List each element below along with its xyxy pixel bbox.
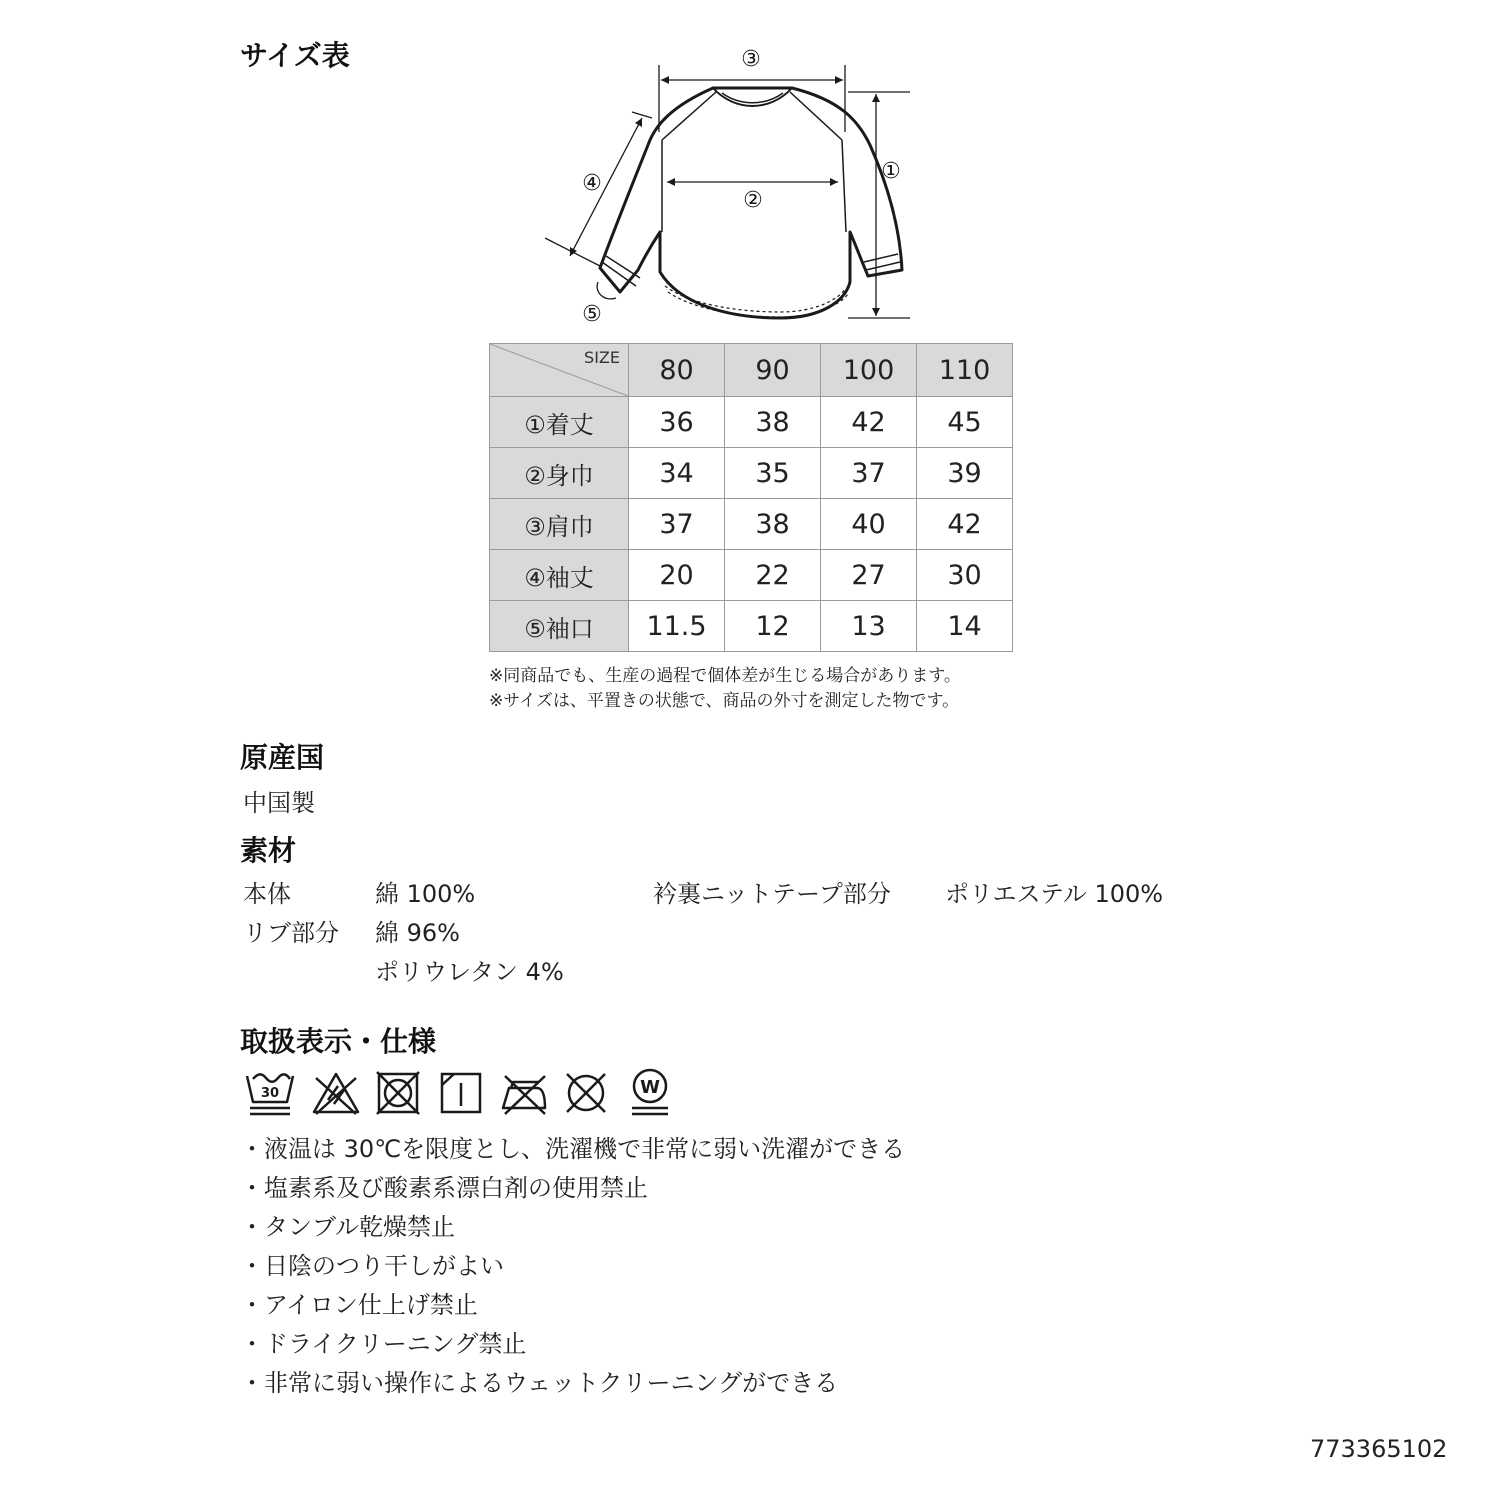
- size-col-80: 80: [629, 344, 725, 397]
- row-label-shoulder: ③肩巾: [490, 499, 629, 550]
- care-item-tumble: ・タンブル乾燥禁止: [240, 1213, 456, 1241]
- wash-temp-label: 30: [260, 1086, 280, 1101]
- material-rib-value-2: ポリウレタン 4%: [375, 958, 564, 986]
- row-label-cuff: ⑤袖口: [490, 601, 629, 652]
- size-corner-cell: [490, 344, 629, 397]
- table-row: [490, 601, 1013, 652]
- table-cell: 30: [917, 550, 1013, 601]
- marker-2: ②: [743, 188, 763, 213]
- size-chart-title: サイズ表: [240, 39, 350, 72]
- material-heading: 素材: [240, 834, 297, 867]
- no-bleach-icon: [311, 1070, 361, 1116]
- table-cell: 12: [725, 601, 821, 652]
- size-col-100: 100: [821, 344, 917, 397]
- table-cell: 36: [629, 397, 725, 448]
- wash-30-gentle-icon: [244, 1070, 296, 1118]
- marker-3: ③: [741, 47, 761, 72]
- size-table: [489, 343, 1013, 652]
- marker-1: ①: [881, 159, 901, 184]
- table-row: [490, 448, 1013, 499]
- care-item-wetclean: ・非常に弱い操作によるウェットクリーニングができる: [240, 1369, 839, 1397]
- table-cell: 22: [725, 550, 821, 601]
- no-iron-icon: [499, 1070, 549, 1116]
- table-cell: 13: [821, 601, 917, 652]
- table-cell: 20: [629, 550, 725, 601]
- marker-5: ⑤: [582, 302, 602, 327]
- care-item-wash: ・液温は 30℃を限度とし、洗濯機で非常に弱い洗濯ができる: [240, 1135, 906, 1163]
- table-cell: 38: [725, 499, 821, 550]
- table-cell: 42: [821, 397, 917, 448]
- table-cell: 38: [725, 397, 821, 448]
- table-cell: 27: [821, 550, 917, 601]
- no-tumble-dry-icon: [375, 1070, 421, 1116]
- care-item-dryclean: ・ドライクリーニング禁止: [240, 1330, 527, 1358]
- row-label-sleeve: ④袖丈: [490, 550, 629, 601]
- marker-4: ④: [582, 171, 602, 196]
- table-row: [490, 397, 1013, 448]
- care-item-dry: ・日陰のつり干しがよい: [240, 1252, 504, 1280]
- row-label-length: ①着丈: [490, 397, 629, 448]
- product-code: 773365102: [1310, 1435, 1448, 1463]
- size-note-2: ※サイズは、平置きの状態で、商品の外寸を測定した物です。: [489, 691, 960, 711]
- garment-measurement-diagram: [530, 38, 930, 338]
- size-corner-label: SIZE: [584, 348, 620, 367]
- table-cell: 34: [629, 448, 725, 499]
- care-heading: 取扱表示・仕様: [240, 1025, 437, 1058]
- table-cell: 37: [629, 499, 725, 550]
- table-cell: 37: [821, 448, 917, 499]
- origin-value: 中国製: [243, 789, 315, 817]
- size-col-110: 110: [917, 344, 1013, 397]
- no-dry-clean-icon: [563, 1070, 609, 1116]
- material-body-label: 本体: [243, 880, 291, 908]
- material-collar-label: 衿裏ニットテープ部分: [653, 880, 891, 908]
- size-header-row: [490, 344, 1013, 397]
- material-rib-label: リブ部分: [243, 919, 339, 947]
- gentle-wet-clean-icon: [628, 1066, 672, 1120]
- care-item-iron: ・アイロン仕上げ禁止: [240, 1291, 478, 1319]
- material-collar-value: ポリエステル 100%: [945, 880, 1164, 908]
- table-cell: 11.5: [629, 601, 725, 652]
- care-item-bleach: ・塩素系及び酸素系漂白剤の使用禁止: [240, 1174, 648, 1202]
- origin-heading: 原産国: [240, 741, 325, 774]
- wet-clean-symbol: W: [640, 1077, 660, 1098]
- table-row: [490, 550, 1013, 601]
- table-cell: 35: [725, 448, 821, 499]
- table-cell: 39: [917, 448, 1013, 499]
- size-col-90: 90: [725, 344, 821, 397]
- row-label-chest: ②身巾: [490, 448, 629, 499]
- size-note-1: ※同商品でも、生産の過程で個体差が生じる場合があります。: [489, 666, 961, 686]
- material-rib-value-1: 綿 96%: [375, 919, 460, 947]
- table-row: [490, 499, 1013, 550]
- material-body-value: 綿 100%: [375, 880, 476, 908]
- table-cell: 14: [917, 601, 1013, 652]
- table-cell: 40: [821, 499, 917, 550]
- table-cell: 45: [917, 397, 1013, 448]
- shade-line-dry-icon: [439, 1070, 483, 1116]
- table-cell: 42: [917, 499, 1013, 550]
